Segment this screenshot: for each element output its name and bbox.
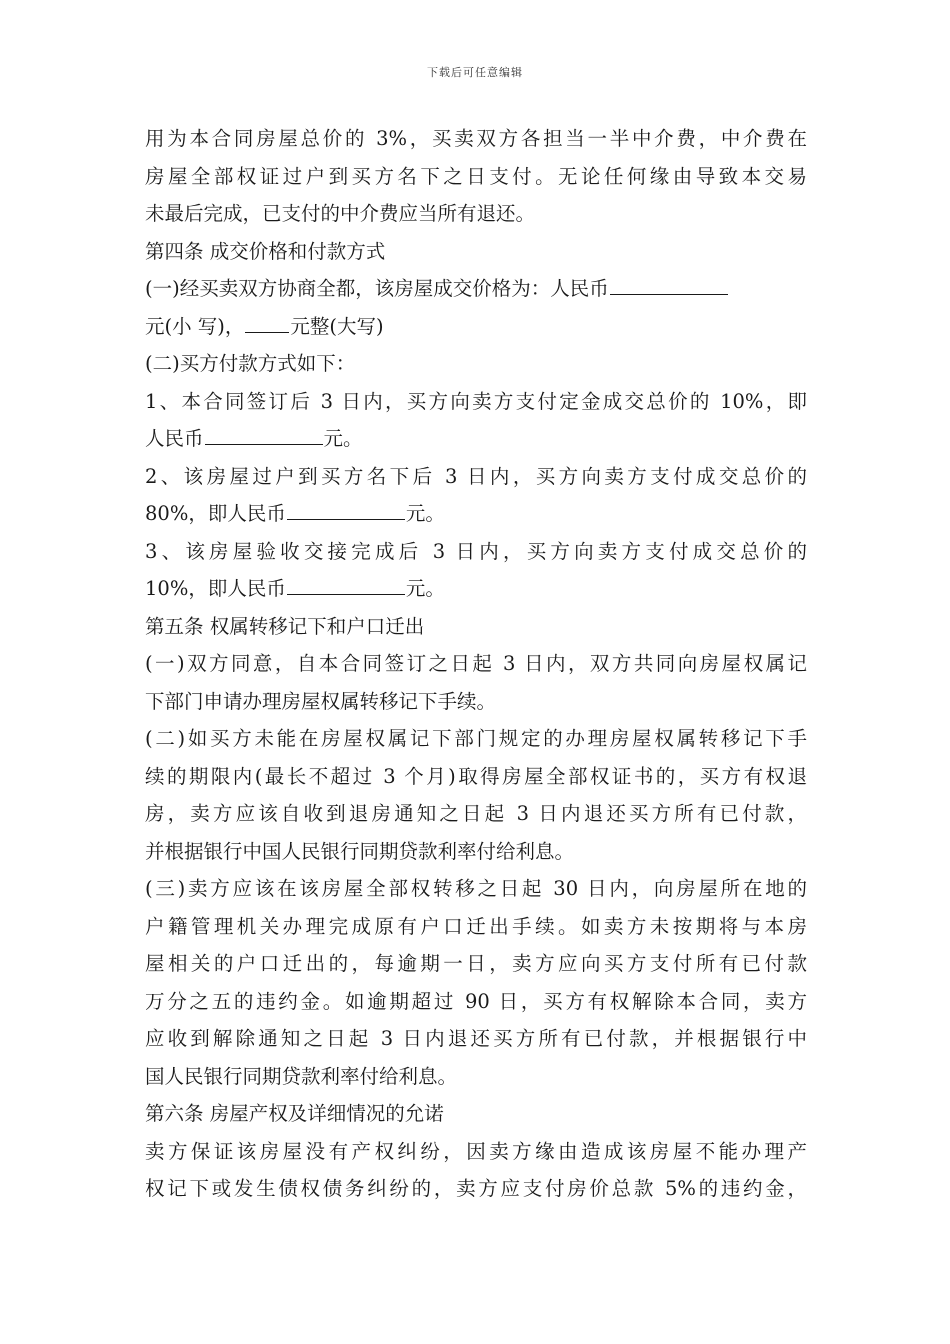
line-text: (一)双方同意，自本合同签订之日起 3 日内，双方共同向房屋权属记 — [145, 652, 807, 675]
line-text: 元(小 写)， — [145, 314, 245, 338]
text-line — [145, 945, 807, 983]
line-text: 人民币 — [145, 427, 204, 450]
line-text: 2、该房屋过户到买方名下后 3 日内，买方向卖方支付成交总价的 — [145, 464, 807, 488]
fill-in-blank[interactable] — [287, 572, 405, 595]
line-text: 国人民银行同期贷款利率付给利息。 — [145, 1064, 458, 1088]
line-text: 应收到解除通知之日起 3 日内退还买方所有已付款，并根据银行中 — [145, 1027, 807, 1050]
text-line — [145, 345, 807, 383]
line-text-after-blank: 元。 — [323, 427, 363, 450]
line-text: (三)卖方应该在该房屋全部权转移之日起 30 日内，向房屋所在地的 — [145, 877, 807, 900]
text-line — [145, 1095, 807, 1133]
line-text: 第六条 房屋产权及详细情况的允诺 — [145, 1102, 444, 1125]
text-line — [145, 1020, 807, 1058]
line-text: 权记下或发生债权债务纠纷的，卖方应支付房价总款 5%的违约金， — [145, 1177, 807, 1200]
text-line — [145, 195, 807, 233]
text-line — [145, 158, 807, 196]
line-text: 第五条 权属转移记下和户口迁出 — [145, 614, 425, 638]
text-line — [145, 270, 807, 308]
fill-in-blank[interactable] — [245, 310, 289, 333]
text-line — [145, 120, 807, 158]
line-text-after-blank: 元。 — [405, 577, 445, 600]
text-line — [145, 608, 807, 646]
text-line — [145, 983, 807, 1021]
line-text: 万分之五的违约金。如逾期超过 90 日，买方有权解除本合同，卖方 — [145, 989, 807, 1013]
text-line — [145, 420, 807, 458]
line-text: 屋相关的户口迁出的，每逾期一日，卖方应向买方支付所有已付款 — [145, 952, 807, 975]
line-text: 卖方保证该房屋没有产权纠纷，因卖方缘由造成该房屋不能办理产 — [145, 1139, 807, 1163]
line-text-after-blank: 元整(大写) — [290, 314, 384, 338]
line-text: 户籍管理机关办理完成原有户口迁出手续。如卖方未按期将与本房 — [145, 914, 807, 938]
line-text: 10%，即人民币 — [145, 577, 286, 600]
text-line — [145, 1058, 807, 1096]
text-line — [145, 383, 807, 421]
text-line — [145, 495, 807, 533]
text-line — [145, 758, 807, 796]
text-line — [145, 233, 807, 271]
text-line — [145, 720, 807, 758]
page-header: 下载后可任意编辑 — [427, 66, 523, 79]
line-text: 续的期限内(最长不超过 3 个月)取得房屋全部权证书的，买方有权退 — [145, 764, 807, 788]
text-line — [145, 308, 807, 346]
line-text: 80%，即人民币 — [145, 502, 286, 525]
text-line — [145, 870, 807, 908]
text-line — [145, 795, 807, 833]
text-line — [145, 1170, 807, 1208]
line-text: 未最后完成，已支付的中介费应当所有退还。 — [145, 202, 536, 225]
text-line — [145, 833, 807, 871]
text-line — [145, 908, 807, 946]
line-text: 1、本合同签订后 3 日内，买方向卖方支付定金成交总价的 10%，即 — [145, 389, 807, 413]
text-line — [145, 645, 807, 683]
text-line — [145, 533, 807, 571]
text-line — [145, 683, 807, 721]
line-text: 房屋全部权证过户到买方名下之日支付。无论任何缘由导致本交易 — [145, 164, 807, 188]
fill-in-blank[interactable] — [287, 497, 405, 520]
line-text: 第四条 成交价格和付款方式 — [145, 239, 386, 263]
text-line — [145, 1133, 807, 1171]
document-body — [145, 120, 807, 1208]
fill-in-blank[interactable] — [610, 272, 728, 295]
fill-in-blank[interactable] — [205, 422, 323, 445]
line-text: (二)如买方未能在房屋权属记下部门规定的办理房屋权属转移记下手 — [145, 727, 807, 750]
line-text: (二)买方付款方式如下： — [145, 352, 356, 375]
line-text: 3、该房屋验收交接完成后 3 日内，买方向卖方支付成交总价的 — [145, 539, 807, 563]
text-line — [145, 570, 807, 608]
text-line — [145, 458, 807, 496]
line-text: 用为本合同房屋总价的 3%，买卖双方各担当一半中介费，中介费在 — [145, 127, 807, 150]
line-text: (一)经买卖双方协商全都，该房屋成交价格为：人民币 — [145, 277, 609, 300]
line-text: 下部门申请办理房屋权属转移记下手续。 — [145, 689, 497, 713]
line-text: 并根据银行中国人民银行同期贷款利率付给利息。 — [145, 839, 575, 863]
line-text: 房，卖方应该自收到退房通知之日起 3 日内退还买方所有已付款， — [145, 802, 807, 825]
line-text-after-blank: 元。 — [405, 502, 445, 525]
